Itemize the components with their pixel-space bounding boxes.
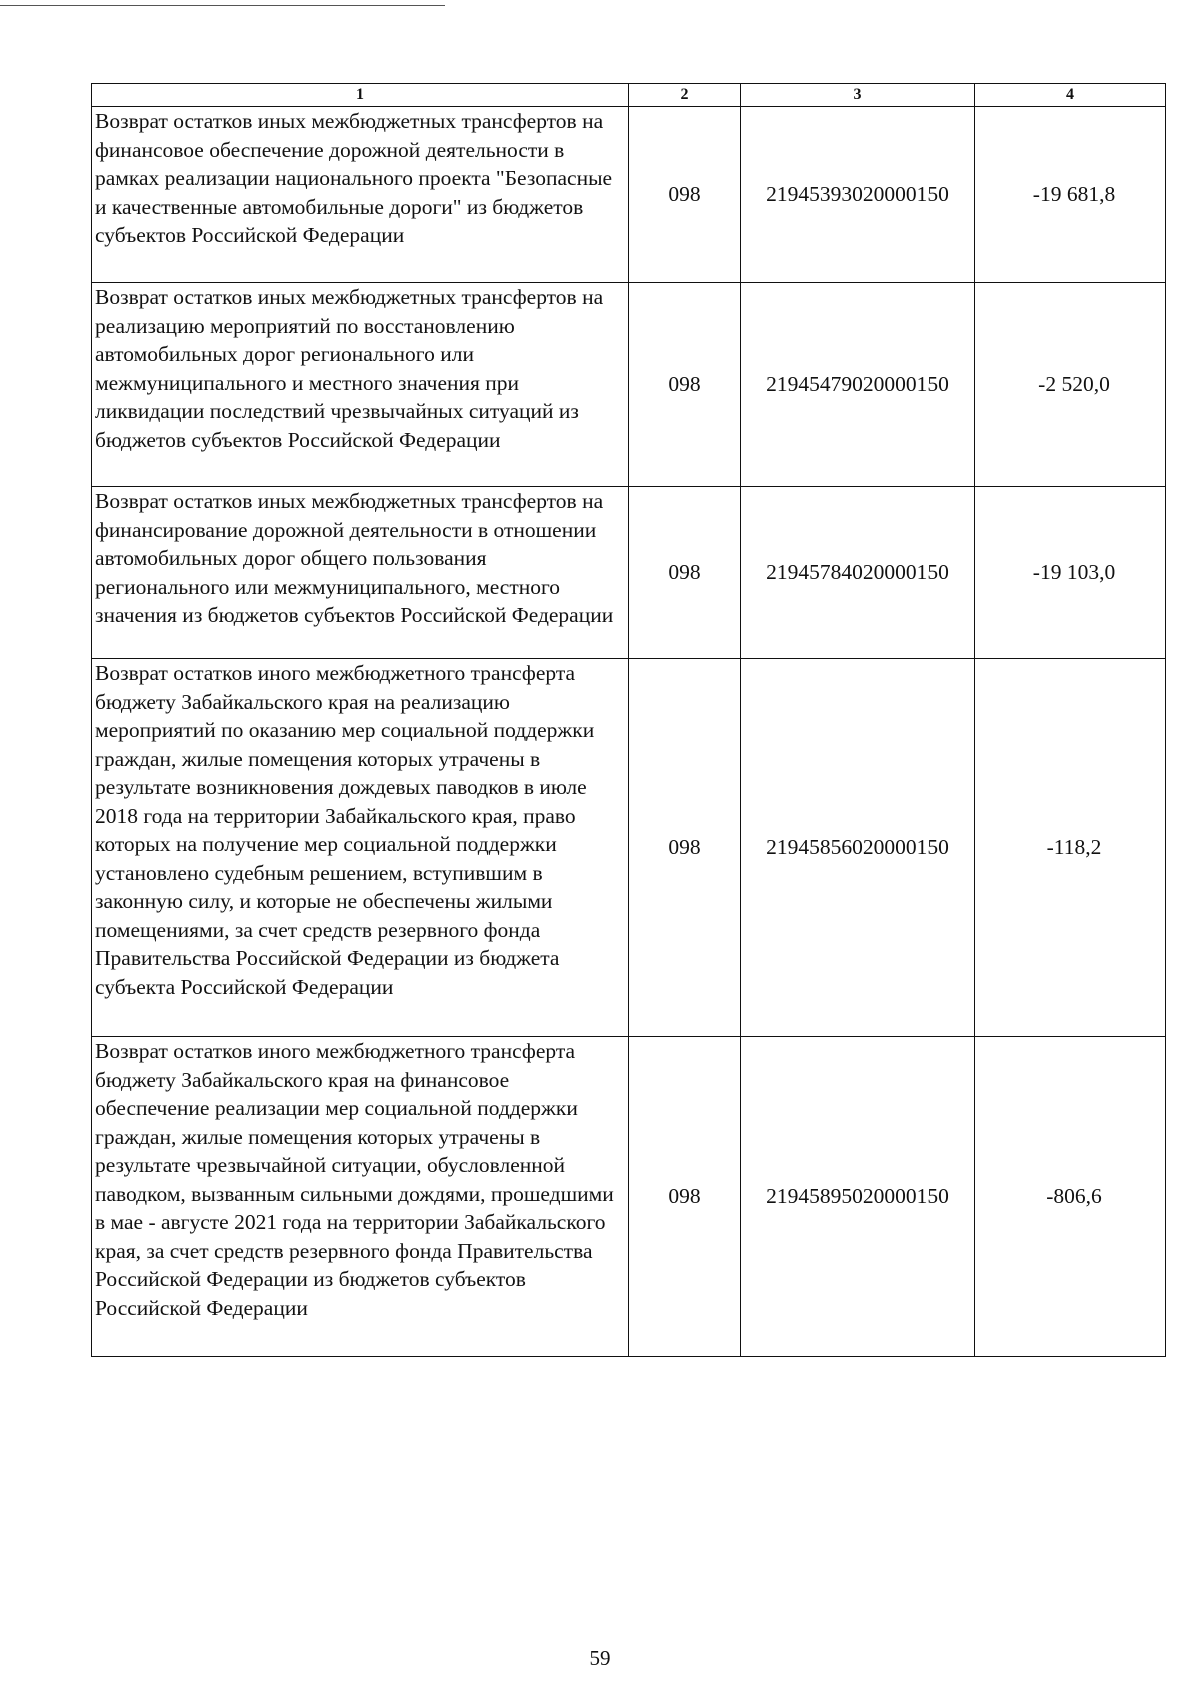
row-budget-code: 21945393020000150 xyxy=(741,107,975,283)
row-description: Возврат остатков иных межбюджетных трансфертов на финансирование дорожной деятельности в отношении автомобильных дорог общего пользования регионального или межмуниципального, местного значения из бюджетов субъектов Российской Федерации xyxy=(92,487,629,659)
row-budget-code: 21945784020000150 xyxy=(741,487,975,659)
header-col-2: 2 xyxy=(629,84,741,107)
header-row xyxy=(92,84,1166,107)
row-admin-code: 098 xyxy=(629,659,741,1037)
row-amount: -806,6 xyxy=(975,1037,1166,1357)
row-admin-code: 098 xyxy=(629,487,741,659)
row-description: Возврат остатков иных межбюджетных трансфертов на финансовое обеспечение дорожной деятельности в рамках реализации национального проекта "Безопасные и качественные автомобильные дороги" из бюджетов субъектов Российской Федерации xyxy=(92,107,629,283)
row-amount: -19 103,0 xyxy=(975,487,1166,659)
table-row xyxy=(92,107,1166,283)
row-budget-code: 21945479020000150 xyxy=(741,283,975,487)
table-row xyxy=(92,659,1166,1037)
top-rule xyxy=(0,5,445,6)
row-description: Возврат остатков иного межбюджетного трансферта бюджету Забайкальского края на финансовое обеспечение реализации мер социальной поддержки граждан, жилые помещения которых утрачены в результате чрезвычайной ситуации, обусловленной паводком, вызванным сильными дождями, прошедшими в мае - августе 2021 года на территории Забайкальского края, за счет средств резервного фонда Правительства Российской Федерации из бюджетов субъектов Российской Федерации xyxy=(92,1037,629,1357)
row-admin-code: 098 xyxy=(629,1037,741,1357)
row-admin-code: 098 xyxy=(629,107,741,283)
row-budget-code: 21945895020000150 xyxy=(741,1037,975,1357)
header-col-1: 1 xyxy=(92,84,629,107)
page-number: 59 xyxy=(589,1646,611,1670)
row-amount: -2 520,0 xyxy=(975,283,1166,487)
row-description: Возврат остатков иных межбюджетных трансфертов на реализацию мероприятий по восстановлению автомобильных дорог регионального или межмуниципального и местного значения при ликвидации последствий чрезвычайных ситуаций из бюджетов субъектов Российской Федерации xyxy=(92,283,629,487)
row-description: Возврат остатков иного межбюджетного трансферта бюджету Забайкальского края на реализацию мероприятий по оказанию мер социальной поддержки граждан, жилые помещения которых утрачены в результате возникновения дождевых паводков в июле 2018 года на территории Забайкальского края, право которых на получение мер социальной поддержки установлено судебным решением, вступившим в законную силу, и которые не обеспечены жилыми помещениями, за счет средств резервного фонда Правительства Российской Федерации из бюджета субъекта Российской Федерации xyxy=(92,659,629,1037)
table-row xyxy=(92,487,1166,659)
header-col-4: 4 xyxy=(975,84,1166,107)
row-amount: -19 681,8 xyxy=(975,107,1166,283)
row-admin-code: 098 xyxy=(629,283,741,487)
table-row xyxy=(92,283,1166,487)
revenue-table xyxy=(91,83,1166,1357)
header-col-3: 3 xyxy=(741,84,975,107)
row-amount: -118,2 xyxy=(975,659,1166,1037)
row-budget-code: 21945856020000150 xyxy=(741,659,975,1037)
table-row xyxy=(92,1037,1166,1357)
